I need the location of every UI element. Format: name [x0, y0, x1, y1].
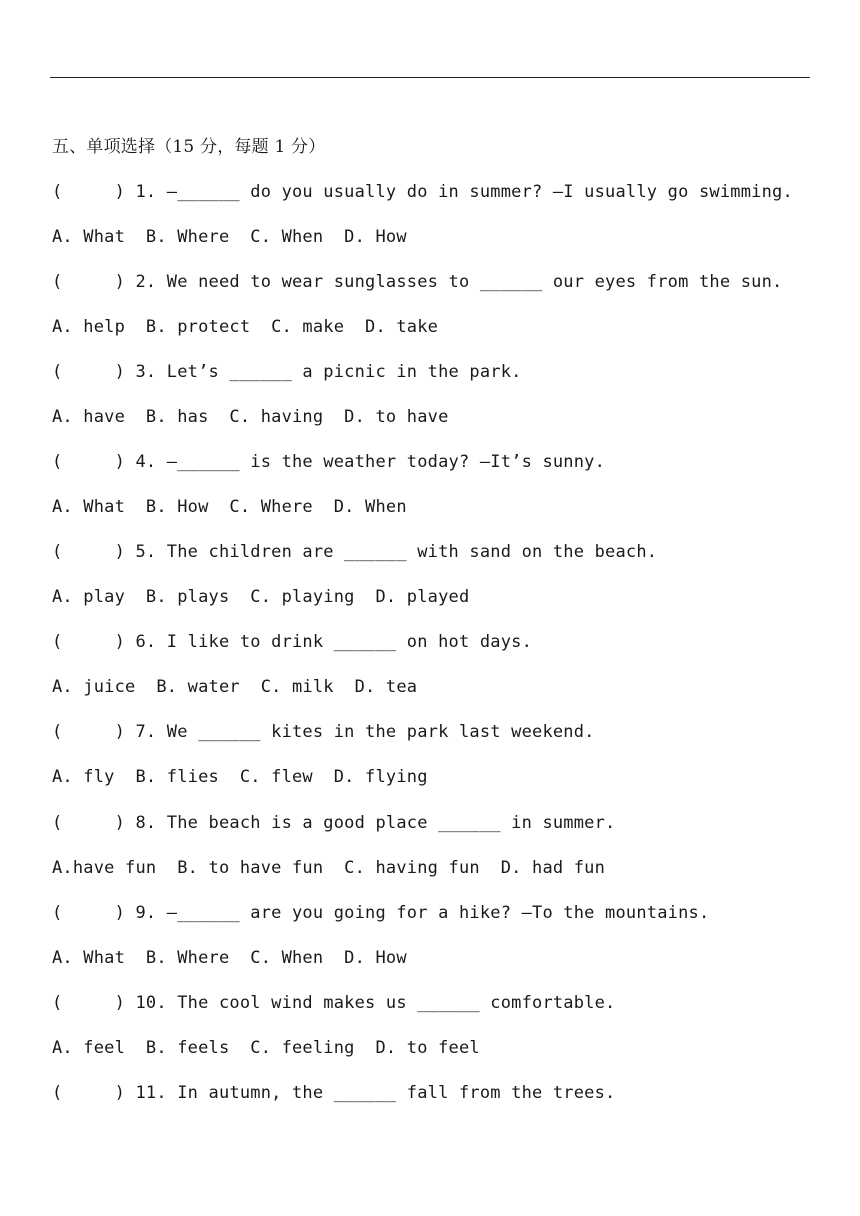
question-4-options: A. What B. How C. Where D. When: [52, 497, 407, 517]
question-2-stem: ( ) 2. We need to wear sunglasses to ______ our eyes from the sun.: [52, 272, 783, 292]
question-8-stem: ( ) 8. The beach is a good place ______ in summer.: [52, 813, 616, 833]
question-6-options: A. juice B. water C. milk D. tea: [52, 677, 418, 697]
question-4-stem: ( ) 4. —______ is the weather today? —It’s sunny.: [52, 452, 606, 472]
question-1-stem: ( ) 1. —______ do you usually do in summer? —I usually go swimming.: [52, 182, 793, 202]
question-7-options: A. fly B. flies C. flew D. flying: [52, 767, 428, 787]
question-5-stem: ( ) 5. The children are ______ with sand on the beach.: [52, 542, 658, 562]
question-9-options: A. What B. Where C. When D. How: [52, 948, 407, 968]
question-6-stem: ( ) 6. I like to drink ______ on hot days.: [52, 632, 533, 652]
question-5-options: A. play B. plays C. playing D. played: [52, 587, 470, 607]
question-3-stem: ( ) 3. Let’s ______ a picnic in the park.: [52, 362, 522, 382]
question-3-options: A. have B. has C. having D. to have: [52, 407, 449, 427]
question-1-options: A. What B. Where C. When D. How: [52, 227, 407, 247]
question-11-stem: ( ) 11. In autumn, the ______ fall from the trees.: [52, 1083, 616, 1103]
question-10-options: A. feel B. feels C. feeling D. to feel: [52, 1038, 480, 1058]
question-9-stem: ( ) 9. —______ are you going for a hike? —To the mountains.: [52, 903, 710, 923]
section-title: 五、单项选择（15 分，每题 1 分）: [52, 137, 326, 157]
header-divider: [50, 77, 810, 78]
question-8-options: A.have fun B. to have fun C. having fun D. had fun: [52, 858, 606, 878]
question-2-options: A. help B. protect C. make D. take: [52, 317, 439, 337]
question-10-stem: ( ) 10. The cool wind makes us ______ comfortable.: [52, 993, 616, 1013]
question-7-stem: ( ) 7. We ______ kites in the park last weekend.: [52, 722, 595, 742]
